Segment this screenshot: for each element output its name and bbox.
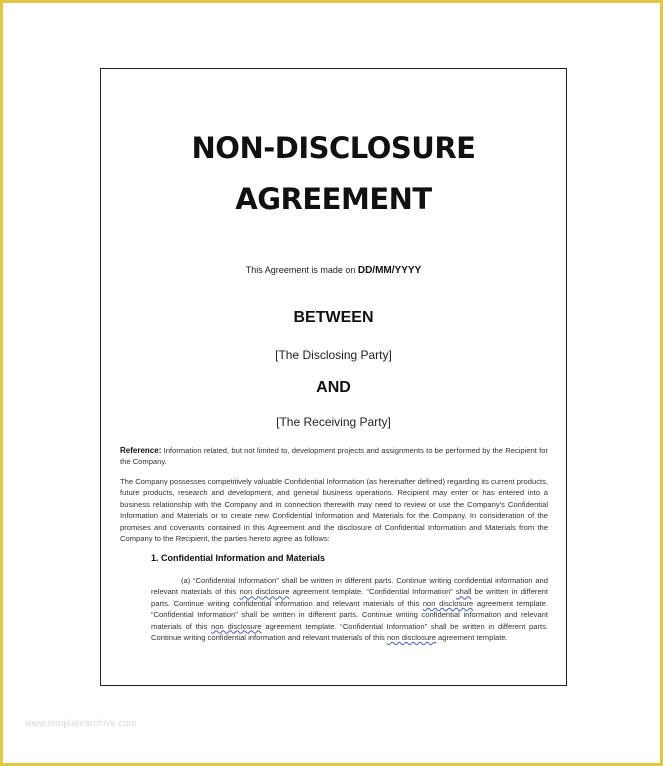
between-heading: BETWEEN [293,309,374,326]
document-title-line2: AGREEMENT [235,182,432,216]
clause-text: agreement template. “Confidential Information” shall be written in different parts. Continue writing confidential information and relevant materials of this [151,621,548,643]
clause-text: “Confidential Information” shall be written in different parts. Continue writing confidential information and relevant materials of this [151,576,548,597]
clause-a [151,575,548,643]
clause-text: agreement template. “Confidential Information” [289,587,456,597]
reference-label: Reference: [120,446,162,455]
document-page [100,68,567,686]
clause-text: agreement template. “Confidential Information” shall be written in different parts. Continue writing confidential information and relevant materials of this [151,598,548,631]
spellcheck-word: non disclosure [239,587,290,597]
watermark: www.templatearchive.com [25,718,137,728]
clause-text: be written in different parts. Continue writing confidential information and relevant materials of this [151,587,549,608]
reference-text: Information related, but not limited to, development projects and assignments to be performed by the Recipient for the Company. [120,446,548,467]
receiving-party: [The Receiving Party] [276,415,391,429]
reference-paragraph [120,445,548,468]
spellcheck-word: shall [455,587,472,597]
spellcheck-word: non disclosure [422,598,474,608]
disclosing-party: [The Disclosing Party] [275,348,392,362]
spellcheck-word: non disclosure [386,633,436,643]
spellcheck-word: non disclosure [211,621,262,631]
and-heading: AND [316,379,351,396]
made-on-prefix: This Agreement is made on [245,265,358,275]
agreement-date-line [101,265,566,276]
agreement-date: DD/MM/YYYY [357,265,422,276]
section1-heading: 1. Confidential Information and Materials [151,553,326,563]
document-title-line1: NON-DISCLOSURE [191,131,476,165]
company-paragraph: The Company possesses competitively valuable Confidential Information (as hereinafter defined) regarding its current products, future products, research and development, and general business operations. Recipient may enter or has entered into a business relationship with the Company and in connection therewith may need to review or use the Company’s Confidential Information and Materials or to create new Confidential Information and Materials for the Company. In consideration of the promises and covenants contained in this Agreement and the disclosure of Confidential Information and Materials from the Company to the Recipient, the parties hereto agree as follows: [120,477,549,544]
clause-text: agreement template. [435,633,508,643]
clause-a-marker: (a) [181,576,191,585]
